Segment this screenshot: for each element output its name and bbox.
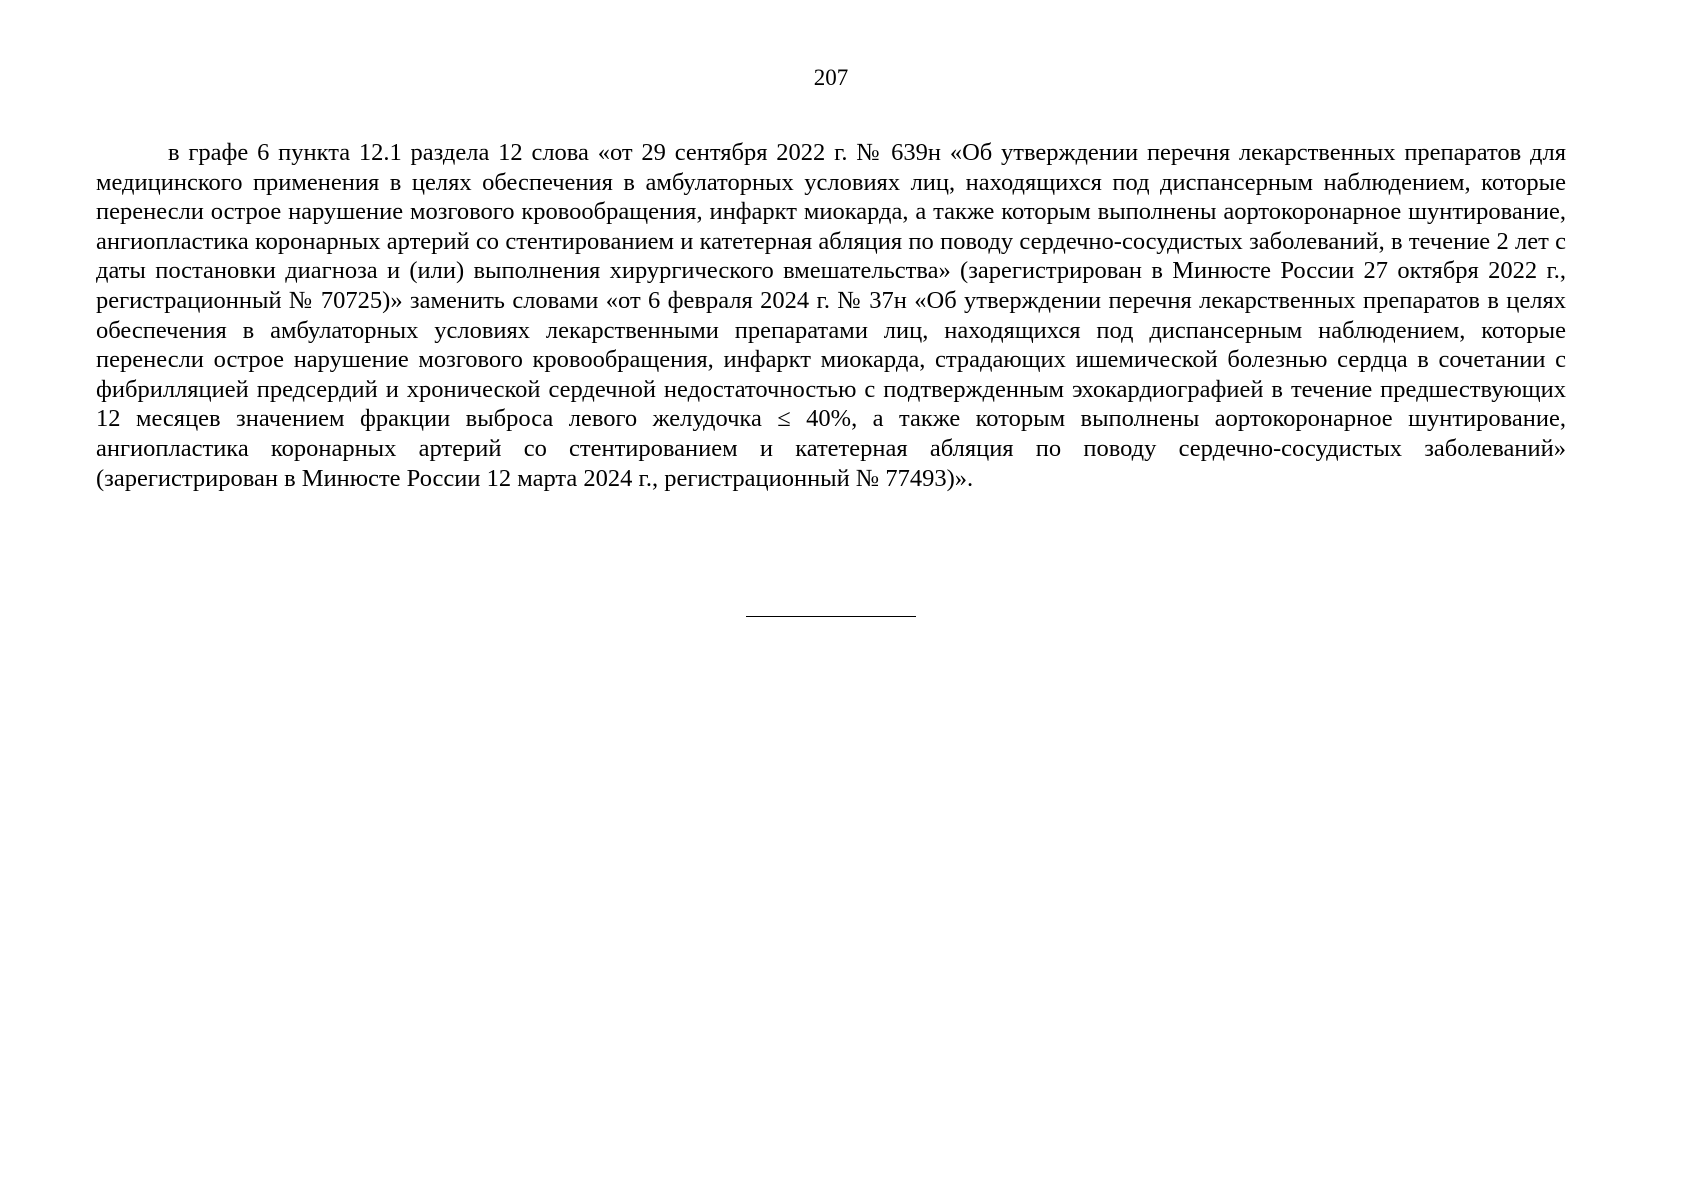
amendment-paragraph: в графе 6 пункта 12.1 раздела 12 слова «от 29 сентября 2022 г. № 639н «Об утверждении перечня лекарственных препаратов для медицинского применения в целях обеспечения в амбулаторных условиях лиц, находящихся под диспансерным наблюдением, которые перенесли острое нарушение мозгового кровообращения, инфаркт миокарда, а также которым выполнены аортокоронарное шунтирование, ангиопластика коронарных артерий со стентированием и катетерная абляция по поводу сердечно-сосудистых заболеваний, в течение 2 лет с даты постановки диагноза и (или) выполнения хирургического вмешательства» (зарегистрирован в Минюсте России 27 октября 2022 г., регистрационный № 70725)» заменить словами «от 6 февраля 2024 г. № 37н «Об утверждении перечня лекарственных препаратов в целях обеспечения в амбулаторных условиях лекарственными препаратами лиц, находящихся под диспансерным наблюдением, которые перенесли острое нарушение мозгового кровообращения, инфаркт миокарда, страдающих ишемической болезнью сердца в сочетании с фибрилляцией предсердий и хронической сердечной недостаточностью с подтвержденным эхокардиографией в течение предшествующих 12 месяцев значением фракции выброса левого желудочка ≤ 40%, а также которым выполнены аортокоронарное шунтирование, ангиопластика коронарных артерий со стентированием и катетерная абляция по поводу сердечно-сосудистых заболеваний» (зарегистрирован в Минюсте России 12 марта 2024 г., регистрационный № 77493)». <box>96 139 1566 492</box>
end-of-text-rule <box>746 616 916 617</box>
page-number: 207 <box>813 65 849 90</box>
